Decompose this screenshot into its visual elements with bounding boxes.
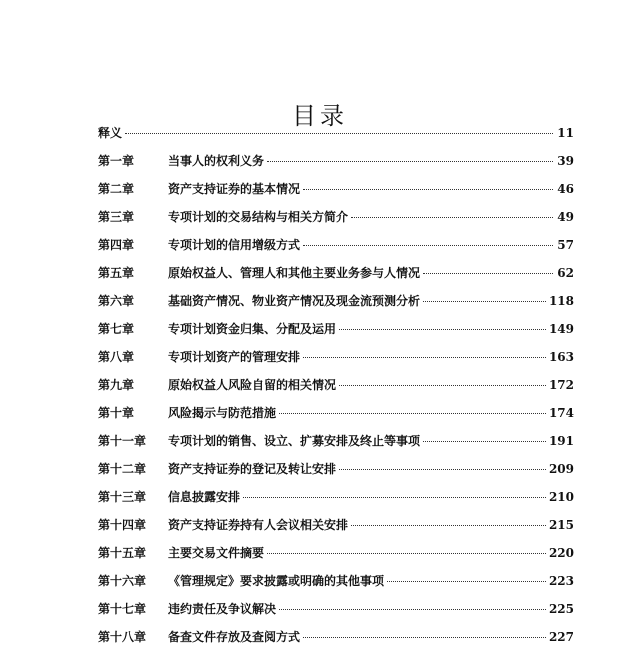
toc-page-number: 191 (548, 434, 574, 448)
page-title: 目录 (292, 102, 348, 131)
toc-title: 风险揭示与防范措施 (168, 406, 277, 420)
toc-chapter: 第八章 (98, 350, 135, 364)
toc-page-number: 11 (557, 126, 574, 140)
dot-leader (279, 609, 546, 610)
toc-chapter: 第九章 (98, 378, 135, 392)
toc-chapter: 第三章 (98, 210, 135, 224)
toc-title: 当事人的权利义务 (168, 154, 265, 168)
toc-page-number: 225 (548, 602, 574, 616)
dot-leader (387, 581, 546, 582)
dot-leader (423, 441, 546, 442)
toc-title: 专项计划的销售、设立、扩募安排及终止等事项 (168, 434, 421, 448)
toc-title: 原始权益人风险自留的相关情况 (168, 378, 337, 392)
toc-title: 专项计划的信用增级方式 (168, 238, 301, 252)
toc-title: 《管理规定》要求披露或明确的其他事项 (168, 574, 385, 588)
toc-row[interactable] (98, 516, 574, 544)
dot-leader (303, 245, 553, 246)
dot-leader (125, 133, 553, 134)
toc-row[interactable] (98, 236, 574, 264)
toc-page-number: 210 (548, 490, 574, 504)
toc-title: 违约责任及争议解决 (168, 602, 277, 616)
toc-title: 专项计划的交易结构与相关方简介 (168, 210, 349, 224)
toc-row[interactable] (98, 124, 574, 152)
toc-chapter: 第十二章 (98, 462, 147, 476)
toc-title: 主要交易文件摘要 (168, 546, 265, 560)
toc-row[interactable] (98, 404, 574, 432)
toc-chapter: 第十五章 (98, 546, 147, 560)
toc-page-number: 57 (557, 238, 574, 252)
toc-chapter: 第七章 (98, 322, 135, 336)
toc-row[interactable] (98, 208, 574, 236)
toc-page-number: 39 (557, 154, 574, 168)
toc-row[interactable] (98, 376, 574, 404)
toc-chapter: 第四章 (98, 238, 135, 252)
toc-title: 资产支持证券的基本情况 (168, 182, 301, 196)
toc-title: 专项计划资产的管理安排 (168, 350, 301, 364)
toc-title: 备查文件存放及查阅方式 (168, 630, 301, 644)
toc-page-number: 209 (548, 462, 574, 476)
toc-row[interactable] (98, 264, 574, 292)
dot-leader (303, 357, 546, 358)
toc-title: 基础资产情况、物业资产情况及现金流预测分析 (168, 294, 421, 308)
toc-chapter: 第十七章 (98, 602, 147, 616)
toc-page-number: 220 (548, 546, 574, 560)
toc-page-number: 49 (557, 210, 574, 224)
toc-chapter: 第十八章 (98, 630, 147, 644)
toc-row[interactable] (98, 460, 574, 488)
toc-page-number: 149 (548, 322, 574, 336)
toc-chapter: 第十四章 (98, 518, 147, 532)
dot-leader (423, 273, 553, 274)
toc-chapter: 第五章 (98, 266, 135, 280)
dot-leader (279, 413, 546, 414)
toc-title: 资产支持证券的登记及转让安排 (168, 462, 337, 476)
toc-page-number: 174 (548, 406, 574, 420)
dot-leader (243, 497, 546, 498)
toc-page-number: 223 (548, 574, 574, 588)
dot-leader (267, 553, 546, 554)
toc-page-number: 163 (548, 350, 574, 364)
toc-chapter: 第十章 (98, 406, 135, 420)
dot-leader (303, 637, 546, 638)
dot-leader (351, 217, 553, 218)
toc-list (98, 124, 574, 656)
toc-chapter: 释义 (98, 126, 123, 140)
toc-page-number: 172 (548, 378, 574, 392)
toc-title: 资产支持证券持有人会议相关安排 (168, 518, 349, 532)
toc-row[interactable] (98, 488, 574, 516)
dot-leader (339, 469, 546, 470)
dot-leader (423, 301, 546, 302)
dot-leader (303, 189, 553, 190)
toc-row[interactable] (98, 600, 574, 628)
dot-leader (339, 329, 546, 330)
toc-page-number: 227 (548, 630, 574, 644)
dot-leader (351, 525, 546, 526)
toc-chapter: 第六章 (98, 294, 135, 308)
toc-page-number: 215 (548, 518, 574, 532)
toc-row[interactable] (98, 348, 574, 376)
toc-row[interactable] (98, 544, 574, 572)
toc-page-number: 46 (557, 182, 574, 196)
toc-chapter: 第二章 (98, 182, 135, 196)
toc-title: 专项计划资金归集、分配及运用 (168, 322, 337, 336)
toc-row[interactable] (98, 180, 574, 208)
toc-row[interactable] (98, 152, 574, 180)
toc-row[interactable] (98, 320, 574, 348)
toc-chapter: 第一章 (98, 154, 135, 168)
toc-title: 信息披露安排 (168, 490, 241, 504)
toc-row[interactable] (98, 628, 574, 656)
toc-chapter: 第十三章 (98, 490, 147, 504)
toc-row[interactable] (98, 292, 574, 320)
dot-leader (267, 161, 553, 162)
toc-page-number: 62 (557, 266, 574, 280)
toc-chapter: 第十六章 (98, 574, 147, 588)
dot-leader (339, 385, 546, 386)
toc-row[interactable] (98, 572, 574, 600)
toc-chapter: 第十一章 (98, 434, 147, 448)
toc-page-number: 118 (548, 294, 574, 308)
toc-title: 原始权益人、管理人和其他主要业务参与人情况 (168, 266, 421, 280)
toc-row[interactable] (98, 432, 574, 460)
